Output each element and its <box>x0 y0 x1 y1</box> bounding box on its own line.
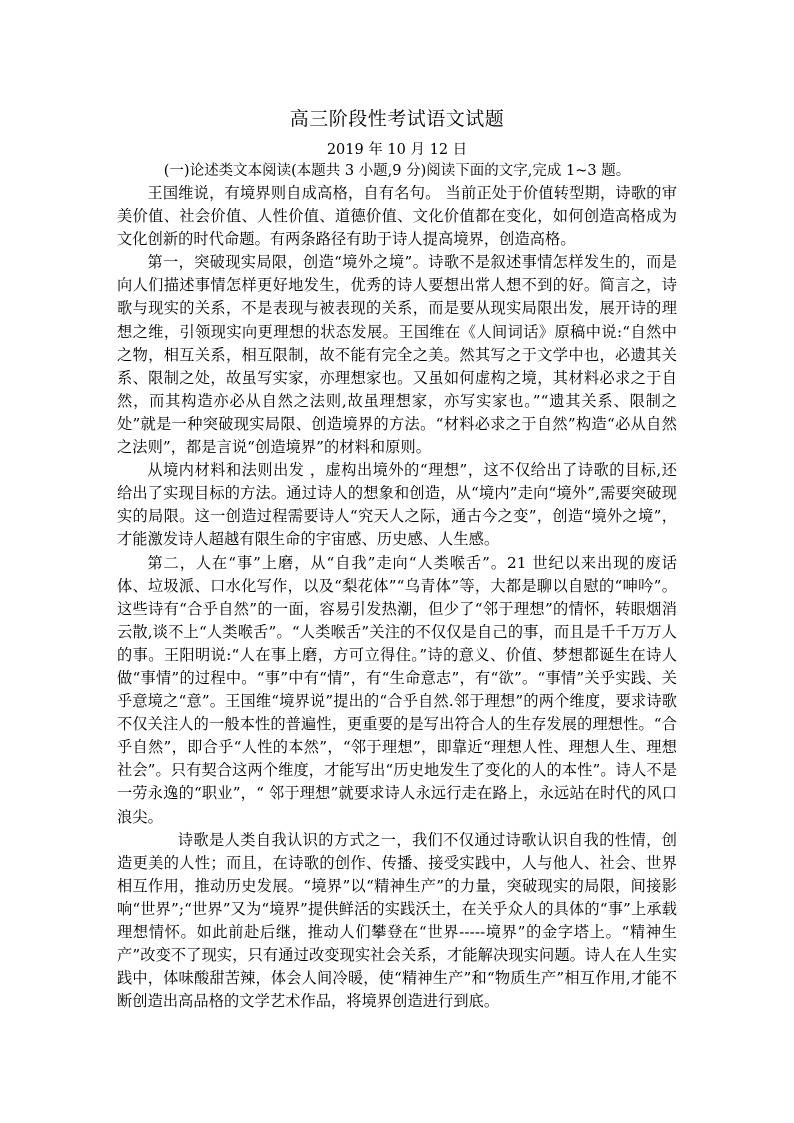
paragraph-beyond-boundary: 从境内材料和法则出发 ，虚构出境外的“理想”，这不仅给出了诗歌的目标,还给出了实现目标的方法。通过诗人的想象和创造，从“境内”走向“境外”,需要突破现实的局限。这一创造过程需要诗人“究天人之际，通古今之变”，创造“境外之境”，才能激发诗人超越有限生命的宇宙感、历史感、人生感。 <box>117 461 677 549</box>
section-heading: (一)论述类文本阅读(本题共 3 小题,9 分)阅读下面的文字,完成 1~3 题。 <box>163 163 631 179</box>
exam-date: 2019 年 10 月 12 日 <box>326 142 468 158</box>
paragraph-second-path: 第二，人在“事”上磨，从“自我”走向“人类喉舌”。21 世纪以来出现的废话体、垃圾派、口水化写作，以及“梨花体”“乌青体”等，大都是聊以自慰的“呻吟”。这些诗有“合乎自然”的一面，容易引发热潮，但少了“邻于理想”的情怀，转眼烟消云散,谈不上“人类喉舌”。“人类喉舌”关注的不仅仅是自己的事，而且是千千万万人的事。王阳明说:“人在事上磨，方可立得住。”诗的意义、价值、梦想都诞生在诗人做“事情”的过程中。“事”中有“情”，有“生命意志”，有“欲”。“事情”关乎实践、关乎意境之“意”。王国维“境界说”提出的“合乎自然.邻于理想”的两个维度，要求诗歌不仅关注人的一般本性的普遍性，更重要的是写出符合人的生存发展的理想性。“合乎自然”，即合乎“人性的本然”，“邻于理想”，即靠近“理想人性、理想人生、理想社会”。只有契合这两个维度，才能写出“历史地发生了变化的人的本性”。诗人不是一劳永逸的“职业”，“ 邻于理想”就要求诗人永远行走在路上，永远站在时代的风口浪尖。 <box>117 553 677 826</box>
exam-page <box>117 104 677 1013</box>
paragraph-intro: 王国维说，有境界则自成高格，自有名句。 当前正处于价值转型期，诗歌的审美价值、社会价值、人性价值、道德价值、文化价值都在变化，如何创造高格成为文化创新的时代命题。有两条路径有助于诗人提高境界，创造高格。 <box>117 184 677 249</box>
page-title: 高三阶段性考试语文试题 <box>289 108 505 130</box>
paragraph-first-path: 第一，突破现实局限，创造“境外之境”。诗歌不是叙述事情怎样发生的，而是向人们描述事情怎样更好地发生，优秀的诗人要想出常人想不到的好。简言之，诗歌与现实的关系，不是表现与被表现的关系，而是要从现实局限出发，展开诗的理想之维，引领现实向更理想的状态发展。王国维在《人间词话》原稿中说:“自然中之物，相互关系，相互限制，故不能有完全之美。然其写之于文学中也，必遗其关系、限制之处，故虽写实家，亦理想家也。又虽如何虚构之境，其材料必求之于自然，而其构造亦必从自然之法则,故虽理想家，亦写实家也。”“遗其关系、限制之处”就是一种突破现实局限、创造境界的方法。“材料必求之于自然”构造“必从自然之法则”，都是言说“创造境界”的材料和原则。 <box>117 253 677 457</box>
paragraph-conclusion: 诗歌是人类自我认识的方式之一，我们不仅通过诗歌认识自我的性情，创造更美的人性；而且，在诗歌的创作、传播、接受实践中，人与他人、社会、世界相互作用，推动历史发展。“境界”以“精神生产”的力量，突破现实的局限，间接影响“世界”;“世界”又为“境界”提供鲜活的实践沃土，在关乎众人的具体的“事”上承载理想情怀。如此前赴后继，推动人们攀登在“世界-----境界”的金字塔上。“精神生产”改变不了现实，只有通过改变现实社会关系，才能解决现实问题。诗人在人生实践中，体味酸甜苦辣，体会人间冷暖，使“精神生产”和“物质生产”相互作用,才能不断创造出高品格的文学艺术作品，将境界创造进行到底。 <box>117 830 677 1011</box>
